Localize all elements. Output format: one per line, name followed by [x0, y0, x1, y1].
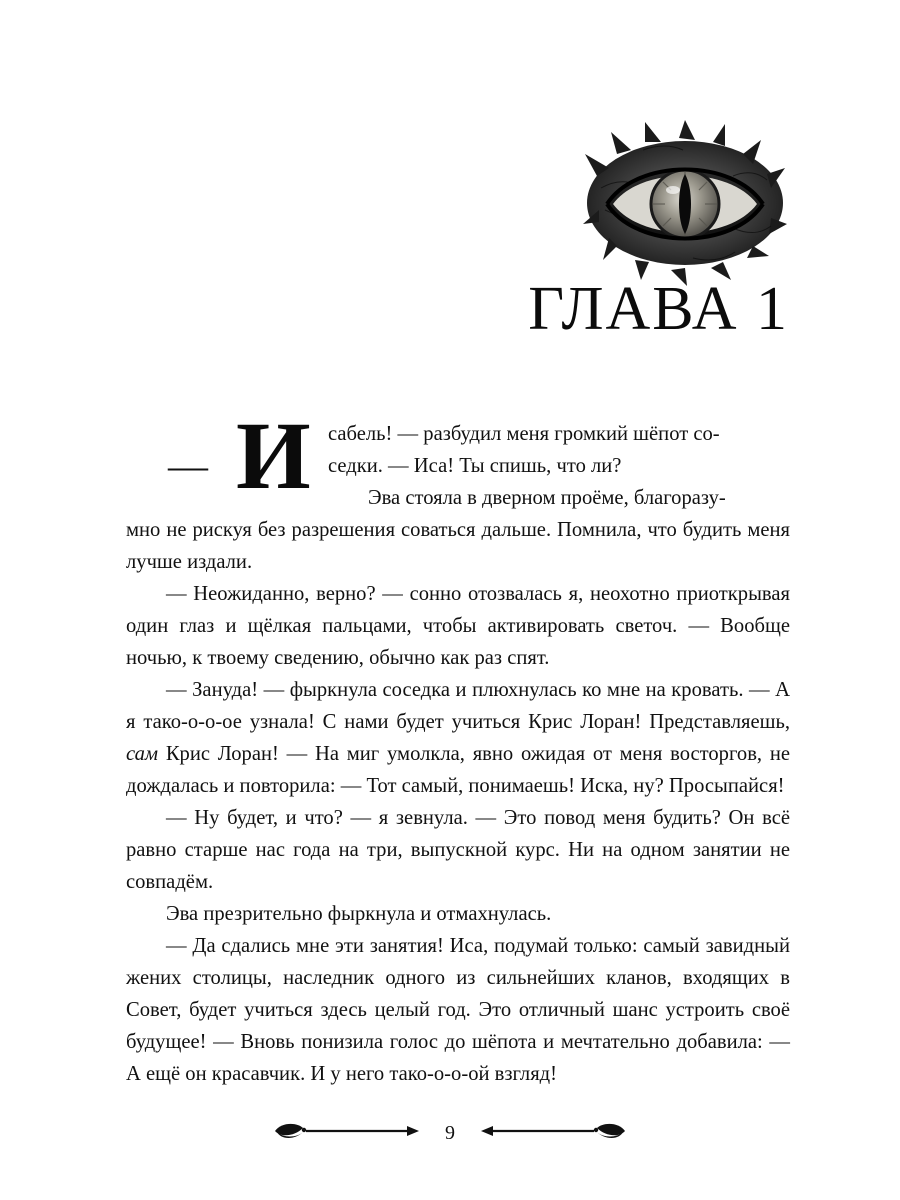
paragraph-1 [126, 402, 790, 578]
paragraph-3-part-b: Крис Лоран! — На миг умолкла, явно ожидая от меня восторгов, не дождалась и повторила: — Тот самый, понимаешь! Иска, ну? Просыпайся! [126, 743, 790, 797]
drop-cap: И [236, 402, 311, 509]
paragraph-1-line-1: сабель! — разбудил меня громкий шёпот со- [328, 423, 720, 445]
chapter-body [126, 402, 790, 1090]
paragraph-4: — Ну будет, и что? — я зевнула. — Это повод меня будить? Он всё равно старше нас года на три, выпускной курс. Ни на одном занятии не совпадём. [126, 807, 790, 893]
paragraph-1-rest: мно не рискуя без разрешения соваться дальше. Помнила, что будить меня лучше издали. [126, 519, 790, 573]
paragraph-3-part-a: — Зануда! — фыркнула соседка и плюхнулась ко мне на кровать. — А я тако-о-о-ое узнала! С нами будет учиться Крис Лоран! Представляешь, [126, 679, 790, 733]
dragon-eye-icon [583, 118, 788, 288]
paragraph-6: — Да сдались мне эти занятия! Иса, подумай только: самый завидный жених столицы, наследник одного из сильнейших кланов, входящих в Совет, будет учиться здесь целый год. Это отличный шанс устроить своё будущее! — Вновь понизила голос до шёпота и мечтательно добавила: — А ещё он красавчик. И у него тако-о-о-ой взгляд! [126, 935, 790, 1085]
leaf-arrow-right-icon [271, 1120, 421, 1147]
page-number: 9 [445, 1121, 455, 1144]
paragraph-5: Эва презрительно фыркнула и отмахнулась. [166, 903, 552, 925]
paragraph-3-emphasis: сам [126, 743, 159, 765]
paragraph-1-line-2: седки. — Иса! Ты спишь, что ли? [328, 455, 622, 477]
paragraph-1-line-3: Эва стояла в дверном проёме, благоразу- [368, 487, 726, 509]
leaf-arrow-left-icon [479, 1120, 629, 1147]
page-footer [0, 1113, 900, 1153]
chapter-title: ГЛАВА 1 [528, 275, 789, 343]
paragraph-2: — Неожиданно, верно? — сонно отозвалась я, неохотно приоткрывая один глаз и щёлкая пальцами, чтобы активировать светоч. — Вообще ночью, к твоему сведению, обычно как раз спят. [126, 583, 790, 669]
opening-dash: — [168, 443, 208, 488]
paragraph-3 [126, 674, 790, 802]
